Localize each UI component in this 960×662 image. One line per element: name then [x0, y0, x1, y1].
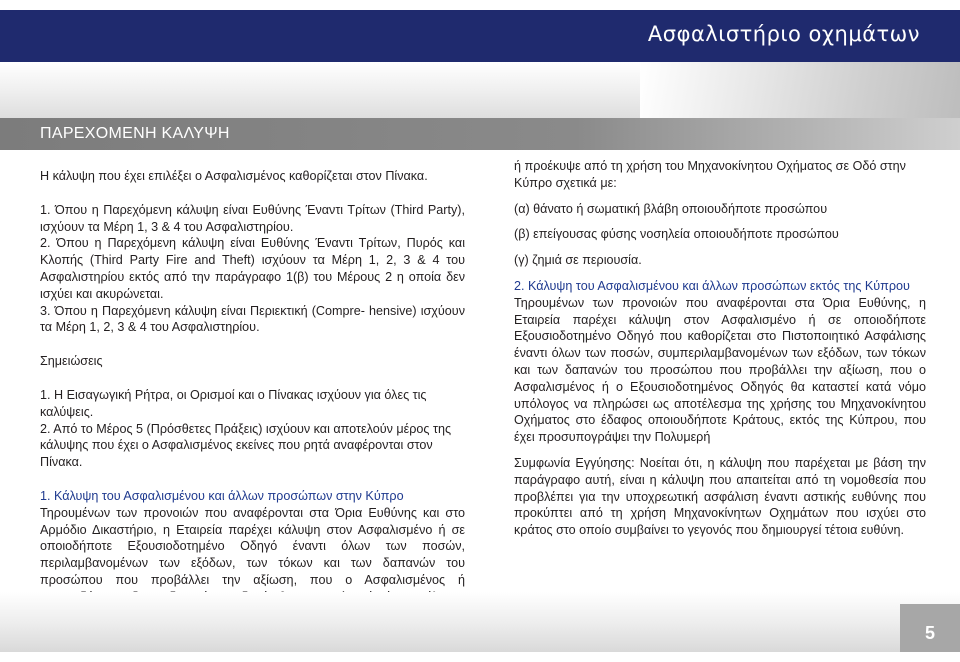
document-title: Ασφαλιστήριο οχημάτων	[647, 22, 920, 46]
cover1-item-c: (γ) ζημιά σε περιουσία.	[514, 253, 642, 268]
section-title: ΠΑΡΕΧΟΜΕΝΗ ΚΑΛΥΨΗ	[40, 125, 230, 142]
top-strip	[0, 0, 960, 10]
page-number: 5	[900, 604, 960, 652]
cover1-heading: 1. Κάλυψη του Ασφαλισμένου και άλλων προσώπων στην Κύπρο	[40, 488, 404, 503]
notes-heading: Σημειώσεις	[40, 354, 103, 369]
right-column	[514, 158, 926, 539]
left-column	[40, 168, 465, 622]
header-photo-band	[0, 62, 960, 118]
cover-item-3: 3. Όπου η Παρεχόμενη κάλυψη είναι Περιεκτική (Compre- hensive) ισχύουν τα Μέρη 1, 2, 3 & 4 του Ασφαλιστηρίου.	[40, 303, 465, 335]
note-1: 1. Η Εισαγωγική Ρήτρα, οι Ορισμοί και ο Πίνακας ισχύουν για όλες τις καλύψεις.	[40, 387, 427, 419]
footer-band	[0, 592, 960, 652]
intro-text: Η κάλυψη που έχει επιλέξει ο Ασφαλισμένος καθορίζεται στον Πίνακα.	[40, 169, 428, 183]
cover1-item-a: (α) θάνατο ή σωματική βλάβη οποιουδήποτε προσώπου	[514, 201, 828, 216]
note-2: 2. Από το Μέρος 5 (Πρόσθετες Πράξεις) ισχύουν και αποτελούν μέρος της κάλυψης που έχει ο Ασφαλισμένος εκείνες που ρητά αναφέρονται στον Πίνακα.	[40, 421, 452, 470]
cover1-item-b: (β) επείγουσας φύσης νοσηλεία οποιουδήποτε προσώπου	[514, 227, 839, 242]
cover-item-1: 1. Όπου η Παρεχόμενη κάλυψη είναι Ευθύνης Έναντι Τρίτων (Third Party), ισχύουν τα Μέρη 1, 3 & 4 του Ασφαλιστηρίου.	[40, 202, 465, 234]
section-bar	[0, 118, 960, 150]
cover2-text: Τηρουμένων των προνοιών που αναφέρονται στα Όρια Ευθύνης, η Εταιρεία παρέχει κάλυψη στον Ασφαλισμένο ή σε οποιοδήποτε Εξουσιοδοτημένο Οδηγό που καθορίζεται στο Πιστοποιητικό Ασφάλισης έναντι όλων των ποσών, συμπεριλαμβανομένων των εξόδων, των τόκων και των δαπανών του προσώπου που προβάλλει την αξίωση, που ο Ασφαλισμένος ή ο Εξουσιοδοτημένος Οδηγός θα καταστεί κατά νόμο υπόλογος να πληρώσει ως αποτέλεσμα της χρήσης του Μηχανοκίνητου Οχήματος στο έδαφος οποιουδήποτε Κράτους, εκτός της Κύπρου, που έχει προσυπογράψει την Πολυμερή	[514, 295, 926, 445]
cover1-continuation: ή προέκυψε από τη χρήση του Μηχανοκίνητου Οχήματος σε Οδό στην Κύπρο σχετικά με:	[514, 159, 906, 190]
cover1-text: Τηρουμένων των προνοιών που αναφέρονται στα Όρια Ευθύνης και στο Αρμόδιο Δικαστήριο, η Εταιρεία παρέχει κάλυψη στον Ασφαλισμένο ή σε οποιοδήποτε Εξουσιοδοτημένο Οδηγό έναντι όλων των ποσών, περιλαμβανομένων των εξόδων, των τόκων και των δαπανών του προσώπου που προβάλλει την αξίωση, που ο Ασφαλισμένος ή	[40, 505, 465, 587]
guarantee-agreement-text: Συμφωνία Εγγύησης: Νοείται ότι, η κάλυψη που παρέχεται με βάση την παράγραφο αυτή, είναι η κάλυψη που απαιτείται από τη νομοθεσία που προβλέπει για την υποχρεωτική ασφάλιση έναντι αστικής ευθύνης που προκύπτει από τη χρήση Μηχανοκίνητων Οχημάτων που ισχύει στο κράτος στο οποίο συμβαίνει το γεγονός που δημιουργεί τέτοια ευθύνη.	[514, 455, 926, 538]
cover2-heading: 2. Κάλυψη του Ασφαλισμένου και άλλων προσώπων εκτός της Κύπρου	[514, 278, 910, 293]
title-bar	[0, 10, 960, 62]
road-image	[640, 62, 960, 118]
cover-item-2: 2. Όπου η Παρεχόμενη κάλυψη είναι Ευθύνης Έναντι Τρίτων, Πυρός και Κλοπής (Third Party Fire and Theft) ισχύουν τα Μέρη 1, 2, 3 & 4 του Ασφαλιστηρίου εκτός από την παράγραφο 1(β) του Μέρους 2 η οποία δεν ισχύει και ακυρώνεται.	[40, 236, 465, 301]
